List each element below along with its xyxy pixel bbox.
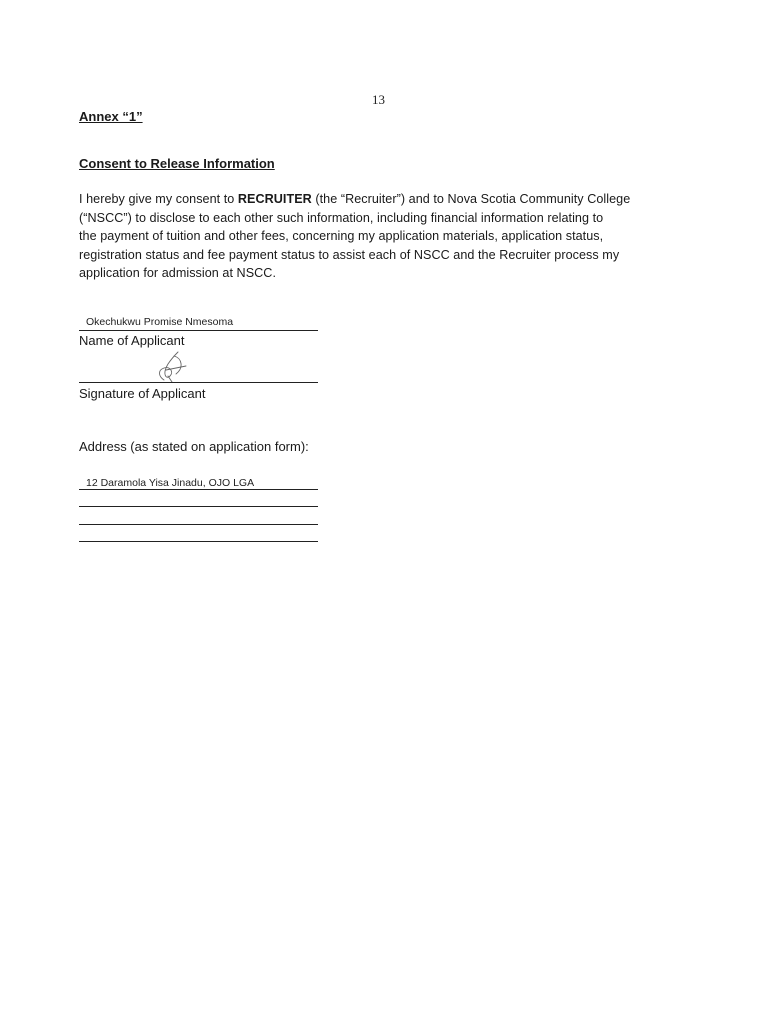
consent-line-1-start: I hereby give my consent to <box>79 192 238 206</box>
page-number: 13 <box>372 92 385 107</box>
applicant-name-value: Okechukwu Promise Nmesoma <box>86 316 234 328</box>
applicant-name-label: Name of Applicant <box>79 333 185 348</box>
address-line-4 <box>79 541 318 542</box>
consent-line-1 <box>79 190 689 209</box>
address-line-2 <box>79 506 318 507</box>
applicant-name-line <box>79 330 318 331</box>
address-line-3 <box>79 524 318 525</box>
consent-line-2: (“NSCC”) to disclose to each other such information, including financial information relating to <box>79 210 604 225</box>
consent-line-3: the payment of tuition and other fees, concerning my application materials, application status, <box>79 229 604 243</box>
signature-line <box>79 382 318 383</box>
recruiter-bold: RECRUITER <box>237 192 312 206</box>
address-line-1 <box>79 489 318 490</box>
consent-line-1-end: (the “Recruiter”) and to Nova Scotia Community College <box>311 192 631 206</box>
address-label: Address (as stated on application form): <box>79 439 309 454</box>
address-line-1-value: 12 Daramola Yisa Jinadu, OJO LGA <box>86 477 255 489</box>
signature-mark <box>152 350 192 384</box>
signature-label: Signature of Applicant <box>79 386 206 401</box>
annex-title: Annex “1” <box>79 109 143 124</box>
consent-line-5: application for admission at NSCC. <box>79 266 276 280</box>
consent-line-4: registration status and fee payment status to assist each of NSCC and the Recruiter process my <box>79 247 620 262</box>
consent-paragraph <box>79 190 689 283</box>
consent-heading: Consent to Release Information <box>79 156 275 171</box>
